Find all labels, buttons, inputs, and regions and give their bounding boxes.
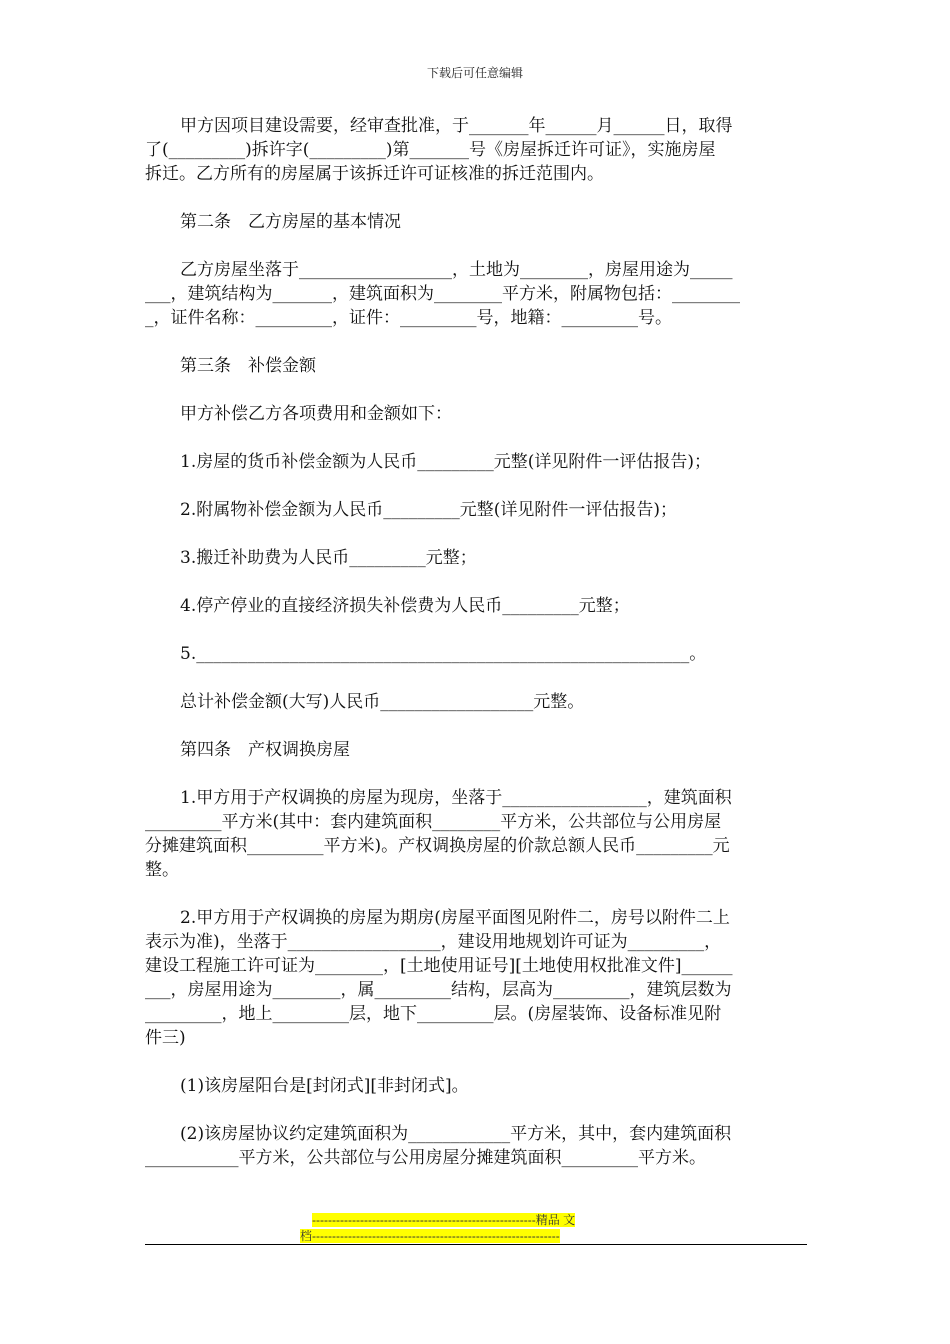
- text-line: 3.搬迁补助费为人民币_________元整；: [180, 548, 477, 568]
- paragraph: [145, 498, 807, 522]
- footer-watermark-line2: 档--------------------------------------------------------------: [300, 1229, 560, 1243]
- text-line: 件三): [145, 1028, 186, 1048]
- paragraph: [145, 594, 807, 618]
- text-line: 第二条 乙方房屋的基本情况: [180, 212, 401, 232]
- paragraph: [145, 546, 807, 570]
- text-line: 了(_________)拆许字(_________)第_______号《房屋拆迁许可证》，实施房屋: [145, 140, 716, 160]
- footer-watermark-line1: --------------------------------------------------------精品 文: [312, 1213, 576, 1227]
- text-line: 4.停产停业的直接经济损失补偿费为人民币_________元整；: [180, 596, 630, 616]
- paragraph: [145, 354, 807, 378]
- text-line: 第四条 产权调换房屋: [180, 740, 350, 760]
- paragraph: [145, 906, 807, 1050]
- paragraph: [145, 1122, 807, 1170]
- text-line: 2.附属物补偿金额为人民币_________元整(详见附件一评估报告)；: [180, 500, 677, 520]
- text-line: (1)该房屋阳台是[封闭式][非封闭式]。: [180, 1076, 469, 1096]
- text-line: 第三条 补偿金额: [180, 356, 316, 376]
- text-line: 乙方房屋坐落于__________________，土地为________，房屋用途为_____: [180, 260, 733, 280]
- paragraph: [145, 1074, 807, 1098]
- text-line: 整。: [145, 860, 179, 880]
- text-line: 表示为准)，坐落于__________________，建设用地规划许可证为_________，: [145, 932, 722, 952]
- paragraph: [145, 690, 807, 714]
- text-line: 甲方补偿乙方各项费用和金额如下：: [180, 404, 452, 424]
- paragraph: [145, 786, 807, 882]
- paragraph: [145, 258, 807, 330]
- text-line: 甲方因项目建设需要，经审查批准，于_______年______月______日，取得: [180, 116, 733, 136]
- text-line: 2.甲方用于产权调换的房屋为期房(房屋平面图见附件二，房号以附件二上: [180, 908, 730, 928]
- paragraph: [145, 210, 807, 234]
- text-line: 总计补偿金额(大写)人民币__________________元整。: [180, 692, 585, 712]
- text-line: ___________平方米，公共部位与公用房屋分摊建筑面积_________平方米。: [145, 1148, 706, 1168]
- text-line: _________，地上_________层，地下_________层。(房屋装饰、设备标准见附: [145, 1004, 722, 1024]
- footer-rule: [145, 1244, 807, 1245]
- page-header: 下载后可任意编辑: [426, 66, 523, 80]
- text-line: 5.__________________________________________________________。: [180, 644, 707, 664]
- text-line: _，证件名称：_________，证件：_________号，地籍：_________号。: [145, 308, 672, 328]
- text-line: 分摊建筑面积_________平方米)。产权调换房屋的价款总额人民币_________元: [145, 836, 730, 856]
- text-line: (2)该房屋协议约定建筑面积为____________平方米，其中，套内建筑面积: [180, 1124, 732, 1144]
- text-line: ___，建筑结构为_______，建筑面积为________平方米，附属物包括：________: [145, 284, 740, 304]
- paragraph: [145, 642, 807, 666]
- text-line: ___，房屋用途为________，属_________结构，层高为_________，建筑层数为: [145, 980, 732, 1000]
- text-line: 1.甲方用于产权调换的房屋为现房，坐落于_________________，建筑面积: [180, 788, 732, 808]
- document-body: [145, 114, 807, 1194]
- text-line: _________平方米(其中：套内建筑面积________平方米，公共部位与公用房屋: [145, 812, 722, 832]
- text-line: 1.房屋的货币补偿金额为人民币_________元整(详见附件一评估报告)；: [180, 452, 711, 472]
- paragraph: [145, 402, 807, 426]
- paragraph: [145, 738, 807, 762]
- paragraph: [145, 114, 807, 186]
- paragraph: [145, 450, 807, 474]
- text-line: 建设工程施工许可证为________，[土地使用证号][土地使用权批准文件]______: [145, 956, 733, 976]
- text-line: 拆迁。乙方所有的房屋属于该拆迁许可证核准的拆迁范围内。: [145, 164, 604, 184]
